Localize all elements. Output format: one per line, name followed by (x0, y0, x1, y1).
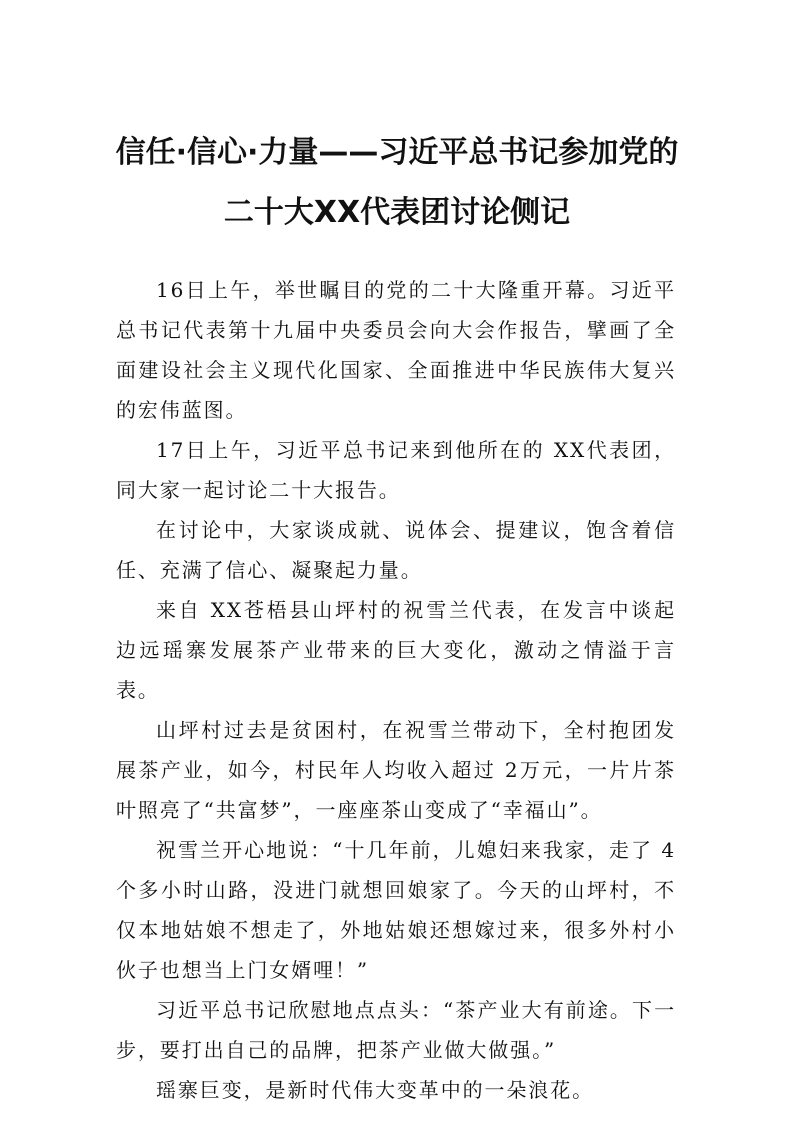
paragraph: 山坪村过去是贫困村，在祝雪兰带动下，全村抱团发展茶产业，如今，村民年人均收入超过 2万元，一片片茶叶照亮了“共富梦”，一座座茶山变成了“幸福山”。 (116, 718, 676, 822)
paragraph: 来自 XX苍梧县山坪村的祝雪兰代表，在发言中谈起边远瑶寨发展茶产业带来的巨大变化，激动之情溢于言表。 (116, 598, 676, 702)
paragraph: 习近平总书记欣慰地点点头：“茶产业大有前途。下一步，要打出自己的品牌，把茶产业做大做强。” (116, 998, 676, 1062)
paragraph: 16日上午，举世瞩目的党的二十大隆重开幕。习近平总书记代表第十九届中央委员会向大会作报告，擘画了全面建设社会主义现代化国家、全面推进中华民族伟大复兴的宏伟蓝图。 (116, 278, 676, 422)
paragraph: 瑶寨巨变，是新时代伟大变革中的一朵浪花。 (156, 1078, 594, 1102)
paragraph: 祝雪兰开心地说：“十几年前，儿媳妇来我家，走了 4个多小时山路，没进门就想回娘家了。今天的山坪村，不仅本地姑娘不想走了，外地姑娘还想嫁过来，很多外村小伙子也想当上门女婿哩！” (116, 838, 676, 982)
paragraph: 在讨论中，大家谈成就、说体会、提建议，饱含着信任、充满了信心、凝聚起力量。 (116, 518, 676, 582)
document-body (116, 270, 676, 1110)
paragraph: 17日上午，习近平总书记来到他所在的 XX代表团，同大家一起讨论二十大报告。 (116, 438, 676, 502)
document-title-line-1: 信任·信心·力量——习近平总书记参加党的 (115, 135, 679, 170)
document-title-line-2: 二十大XX代表团讨论侧记 (223, 195, 571, 230)
